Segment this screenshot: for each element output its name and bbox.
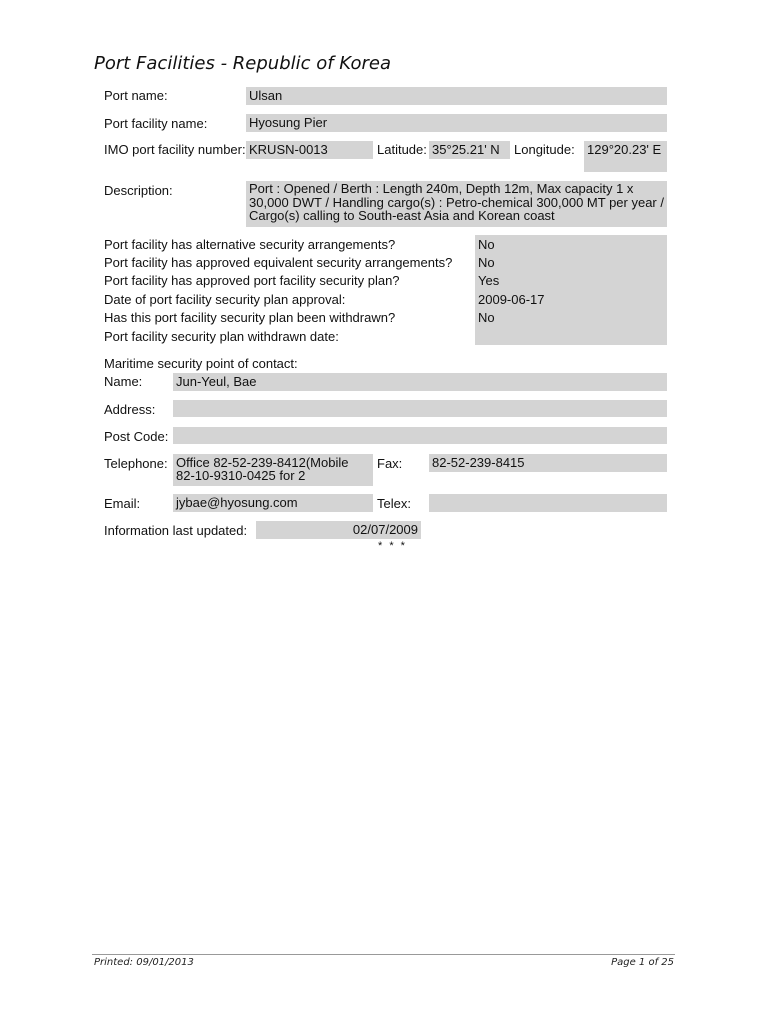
imo-label: IMO port facility number: [104,142,246,157]
security-question-4: Date of port facility security plan approval: [104,292,346,307]
latitude-field: 35°25.21' N [429,141,510,159]
security-question-2: Port facility has approved equivalent security arrangements? [104,255,453,270]
last-updated-field: 02/07/2009 [256,521,421,539]
postcode-field [173,427,667,444]
security-answer-2: No [478,255,495,270]
telex-field [429,494,667,512]
longitude-label: Longitude: [514,142,575,157]
fax-label: Fax: [377,456,403,471]
telephone-label: Telephone: [104,456,168,471]
telex-label: Telex: [377,496,411,511]
page-title: Port Facilities - Republic of Korea [94,53,391,74]
security-answer-4: 2009-06-17 [478,292,545,307]
security-question-3: Port facility has approved port facility security plan? [104,273,400,288]
latitude-label: Latitude: [377,142,427,157]
contact-name-field: Jun-Yeul, Bae [173,373,667,391]
description-field: Port : Opened / Berth : Length 240m, Depth 12m, Max capacity 1 x 30,000 DWT / Handling cargo(s) : Petro-chemical 300,000 MT per year / Cargo(s) calling to South-east Asia and Korean coast [246,181,667,227]
port-name-field: Ulsan [246,87,667,105]
contact-name-label: Name: [104,374,143,389]
port-name-label: Port name: [104,88,168,103]
security-question-5: Has this port facility security plan been withdrawn? [104,310,396,325]
email-field: jybae@hyosung.com [173,494,373,512]
fax-field: 82-52-239-8415 [429,454,667,472]
security-answer-3: Yes [478,273,500,288]
footer-rule [92,954,675,955]
section-separator: * * * [378,540,407,552]
postcode-label: Post Code: [104,429,169,444]
description-label: Description: [104,183,173,198]
telephone-field: Office 82-52-239-8412(Mobile 82-10-9310-0425 for 2 [173,454,373,486]
email-label: Email: [104,496,141,511]
printed-date: Printed: 09/01/2013 [94,957,194,968]
facility-name-label: Port facility name: [104,116,208,131]
longitude-field: 129°20.23' E [584,141,667,172]
security-answer-5: No [478,310,495,325]
facility-name-field: Hyosung Pier [246,114,667,132]
security-question-1: Port facility has alternative security arrangements? [104,237,396,252]
address-label: Address: [104,402,156,417]
address-field [173,400,667,417]
security-answers-panel [475,235,667,345]
contact-heading: Maritime security point of contact: [104,356,298,371]
security-question-6: Port facility security plan withdrawn date: [104,329,339,344]
page-number: Page 1 of 25 [611,957,674,968]
imo-field: KRUSN-0013 [246,141,373,159]
security-answer-1: No [478,237,495,252]
last-updated-label: Information last updated: [104,523,248,538]
